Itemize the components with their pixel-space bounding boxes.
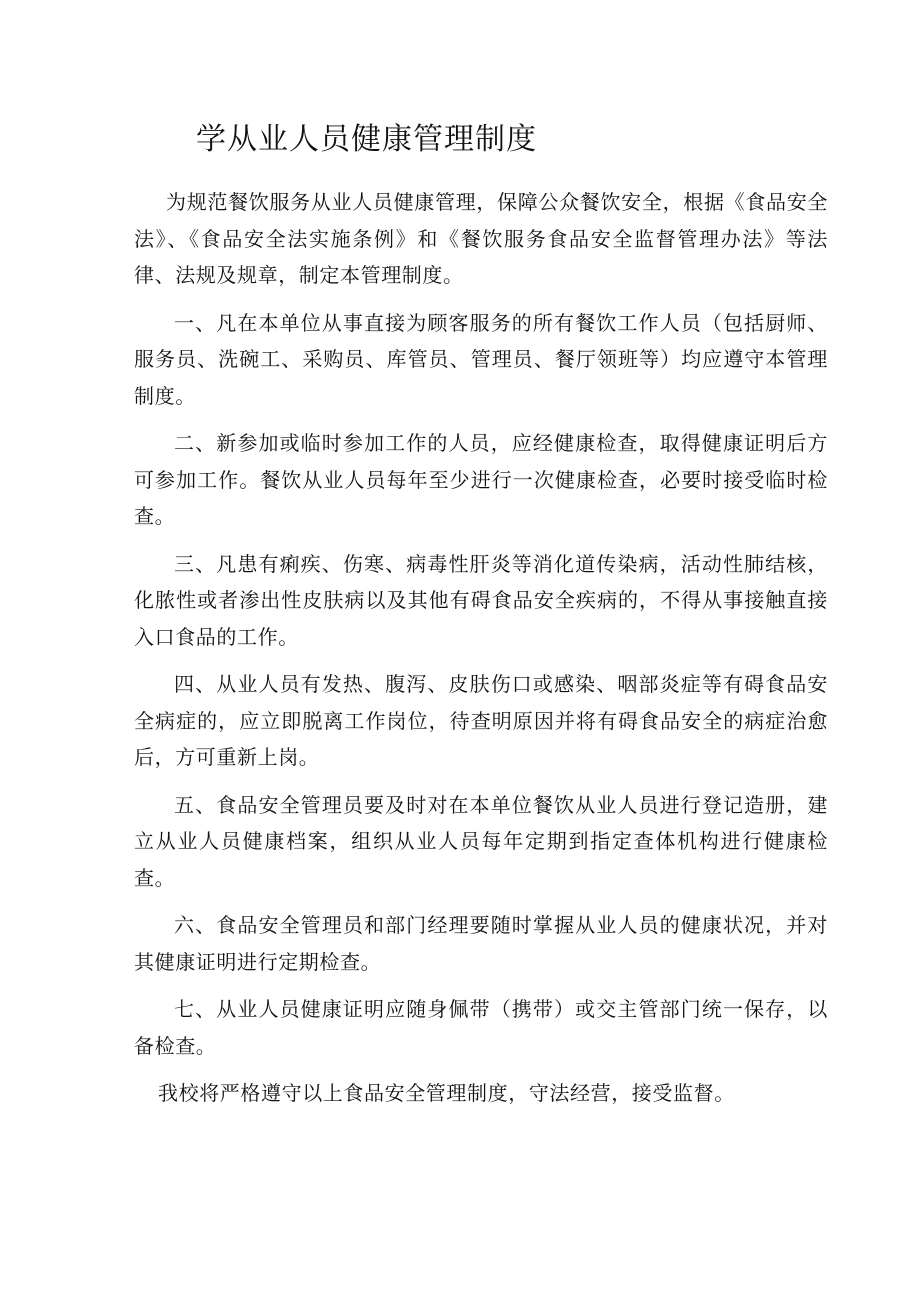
article-7: 七、从业人员健康证明应随身佩带（携带）或交主管部门统一保存，以备检查。 [134, 997, 828, 1058]
article-6: 六、食品安全管理员和部门经理要随时掌握从业人员的健康状况，并对其健康证明进行定期检查。 [134, 913, 828, 974]
article-4: 四、从业人员有发热、腹泻、皮肤伤口或感染、咽部炎症等有碍食品安全病症的，应立即脱离工作岗位，待查明原因并将有碍食品安全的病症治愈后，方可重新上岗。 [134, 672, 828, 769]
article-2: 二、新参加或临时参加工作的人员，应经健康检查，取得健康证明后方可参加工作。餐饮从业人员每年至少进行一次健康检查，必要时接受临时检查。 [134, 431, 828, 528]
intro-paragraph: 为规范餐饮服务从业人员健康管理，保障公众餐饮安全，根据《食品安全法》、《食品安全法实施条例》和《餐饮服务食品安全监督管理办法》等法律、法规及规章，制定本管理制度。 [134, 190, 828, 287]
closing-statement: 我校将严格遵守以上食品安全管理制度，守法经营，接受监督。 [158, 1081, 735, 1105]
document-body [134, 184, 828, 1123]
document-title: 学从业人员健康管理制度 [196, 122, 537, 157]
article-5: 五、食品安全管理员要及时对在本单位餐饮从业人员进行登记造册，建立从业人员健康档案，组织从业人员每年定期到指定查体机构进行健康检查。 [134, 792, 828, 890]
article-1: 一、凡在本单位从事直接为顾客服务的所有餐饮工作人员（包括厨师、服务员、洗碗工、采购员、库管员、管理员、餐厅领班等）均应遵守本管理制度。 [134, 310, 828, 408]
article-3: 三、凡患有痢疾、伤寒、病毒性肝炎等消化道传染病，活动性肺结核，化脓性或者渗出性皮肤病以及其他有碍食品安全疾病的，不得从事接触直接入口食品的工作。 [134, 551, 828, 649]
